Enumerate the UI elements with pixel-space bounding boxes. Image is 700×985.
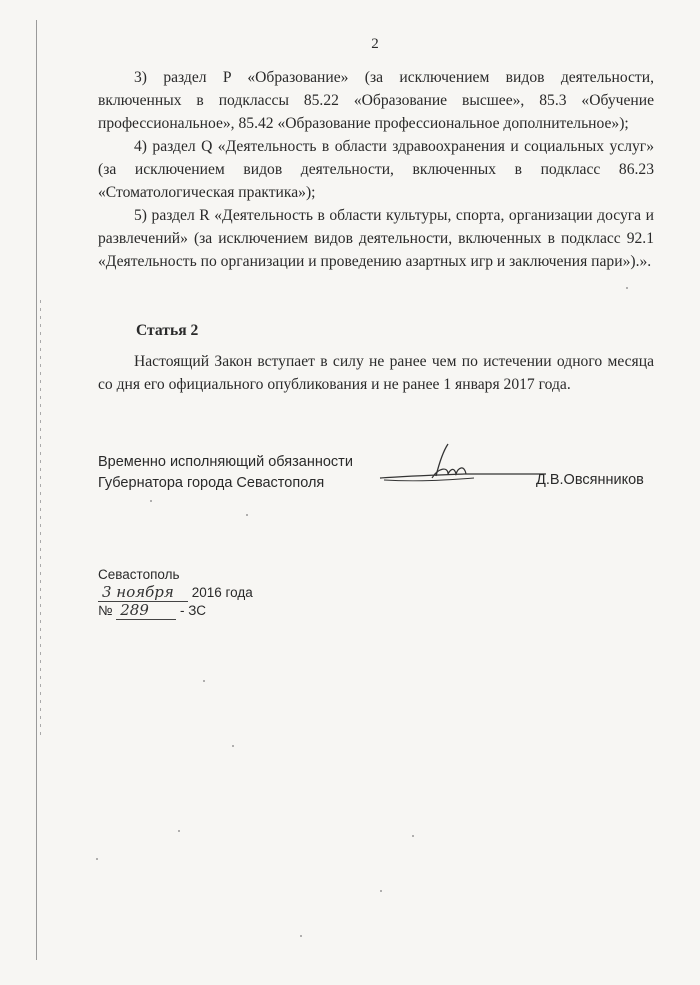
- scan-speck: [246, 514, 248, 516]
- number-sign: №: [98, 603, 113, 618]
- scan-speck: [380, 890, 382, 892]
- document-place: Севастополь: [98, 567, 180, 582]
- signer-name: Д.В.Овсянников: [536, 472, 644, 488]
- scan-speck: [300, 935, 302, 937]
- handwritten-date: 3 ноября: [98, 583, 188, 602]
- signer-title: [98, 452, 353, 494]
- document-date: [98, 583, 253, 602]
- handwritten-signature: [378, 440, 548, 500]
- list-body: [98, 66, 654, 273]
- date-year: 2016 года: [191, 585, 253, 600]
- document-number: [98, 601, 206, 620]
- article-paragraph: Настоящий Закон вступает в силу не ранее чем по истечении одного месяца со дня его официального опубликования и не ранее 1 января 2017 года.: [98, 353, 654, 393]
- signer-title-line2: Губернатора города Севастополя: [98, 475, 325, 491]
- scan-speck: [412, 835, 414, 837]
- binding-edge-line: [36, 20, 37, 960]
- signer-title-line1: Временно исполняющий обязанности: [98, 454, 353, 470]
- list-item: 3) раздел P «Образование» (за исключением видов деятельности, включенных в подклассы 85.22 «Образование высшее», 85.3 «Обучение профессиональное», 85.42 «Образование профессиональное дополнительное»);: [98, 69, 654, 132]
- binding-perforation: [40, 300, 41, 740]
- article-body: [98, 350, 654, 396]
- handwritten-number: 289: [116, 601, 176, 620]
- scan-speck: [150, 500, 152, 502]
- list-item: 4) раздел Q «Деятельность в области здравоохранения и социальных услуг» (за исключением видов деятельности, включенных в подкласс 86.23 «Стоматологическая практика»);: [98, 138, 654, 201]
- scan-speck: [96, 858, 98, 860]
- article-heading: Статья 2: [136, 322, 199, 339]
- scan-speck: [626, 287, 628, 289]
- scan-speck: [203, 680, 205, 682]
- list-item: 5) раздел R «Деятельность в области культуры, спорта, организации досуга и развлечений» (за исключением видов деятельности, включенных в подкласс 92.1 «Деятельность по организации и проведению азартных игр и заключения пари»).».: [98, 207, 654, 270]
- scan-speck: [178, 830, 180, 832]
- page-number: 2: [371, 36, 379, 52]
- number-suffix: - ЗС: [180, 603, 207, 618]
- scan-speck: [232, 745, 234, 747]
